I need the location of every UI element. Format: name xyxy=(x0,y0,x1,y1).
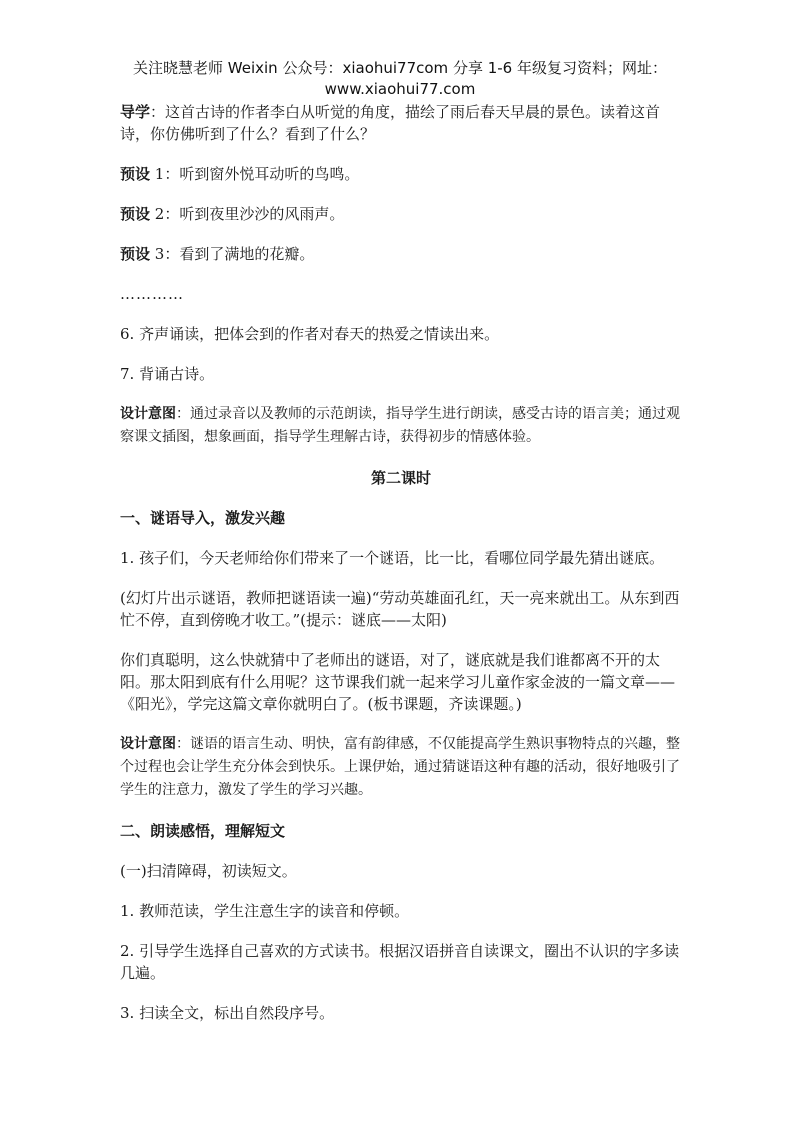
preset-1-label: 预设 xyxy=(120,165,151,183)
page-header xyxy=(0,58,800,100)
preset-3-text: 3：看到了满地的花瓣。 xyxy=(150,245,315,263)
preset-1-text: 1：听到窗外悦耳动听的鸟鸣。 xyxy=(150,165,360,183)
section-1-paragraph-1: 1. 孩子们，今天老师给你们带来了一个谜语，比一比，看哪位同学最先猜出谜底。 xyxy=(120,549,665,567)
design-intent-1 xyxy=(120,403,682,449)
document-body xyxy=(120,101,682,1042)
section-1-paragraph-3: 你们真聪明，这么快就猜中了老师出的谜语，对了，谜底就是我们谁都离不开的太阳。那太阳到底有什么用呢？这节课我们就一起来学习儿童作家金波的一篇文章——《阳光》，学完这篇文章你就明白了。(板书课题，齐读课题。) xyxy=(120,651,676,713)
step-7: 7. 背诵古诗。 xyxy=(120,365,215,383)
design-intent-1-label: 设计意图 xyxy=(120,406,176,422)
section-2-subheading: (一)扫清障碍，初读短文。 xyxy=(120,862,297,880)
design-intent-2-text: ：谜语的语言生动、明快，富有韵律感，不仅能提高学生熟识事物特点的兴趣，整个过程也会让学生充分体会到快乐。上课伊始，通过猜谜语这种有趣的活动，很好地吸引了学生的注意力，激发了学生的学习兴趣。 xyxy=(120,736,680,798)
preset-3-label: 预设 xyxy=(120,245,151,263)
preset-2-label: 预设 xyxy=(120,205,151,223)
intro-label: 导学 xyxy=(120,103,151,121)
lesson-2-title: 第二课时 xyxy=(370,469,431,487)
intro-paragraph xyxy=(120,101,682,145)
header-line-2: www.xiaohui77.com xyxy=(324,80,476,98)
preset-1 xyxy=(120,163,682,185)
section-2-title: 二、朗读感悟，理解短文 xyxy=(120,822,286,840)
preset-3 xyxy=(120,243,682,265)
step-6: 6. 齐声诵读，把体会到的作者对春天的热爱之情读出来。 xyxy=(120,325,500,343)
section-1-title: 一、谜语导入，激发兴趣 xyxy=(120,509,286,527)
section-2-paragraph-1: 1. 教师范读，学生注意生字的读音和停顿。 xyxy=(120,902,410,920)
intro-text: ：这首古诗的作者李白从听觉的角度，描绘了雨后春天早晨的景色。读着这首诗，你仿佛听到了什么？看到了什么？ xyxy=(120,103,661,143)
preset-2 xyxy=(120,203,682,225)
design-intent-2-label: 设计意图 xyxy=(120,736,176,752)
section-2-paragraph-3: 3. 扫读全文，标出自然段序号。 xyxy=(120,1004,335,1022)
design-intent-2 xyxy=(120,733,682,802)
section-2-paragraph-2: 2. 引导学生选择自己喜欢的方式读书。根据汉语拼音自读课文，圈出不认识的字多读几遍。 xyxy=(120,942,680,982)
design-intent-1-text: ：通过录音以及教师的示范朗读，指导学生进行朗读，感受古诗的语言美；通过观察课文插图，想象画面，指导学生理解古诗，获得初步的情感体验。 xyxy=(120,406,680,445)
ellipsis-line: ………… xyxy=(120,285,184,303)
section-1-paragraph-2: (幻灯片出示谜语，教师把谜语读一遍)“劳动英雄面孔红，天一亮来就出工。从东到西忙不停，直到傍晚才收工。”(提示：谜底——太阳) xyxy=(120,589,680,629)
header-line-1: 关注晓慧老师 Weixin 公众号：xiaohui77com 分享 1-6 年级复习资料；网址： xyxy=(133,59,667,77)
preset-2-text: 2：听到夜里沙沙的风雨声。 xyxy=(150,205,345,223)
